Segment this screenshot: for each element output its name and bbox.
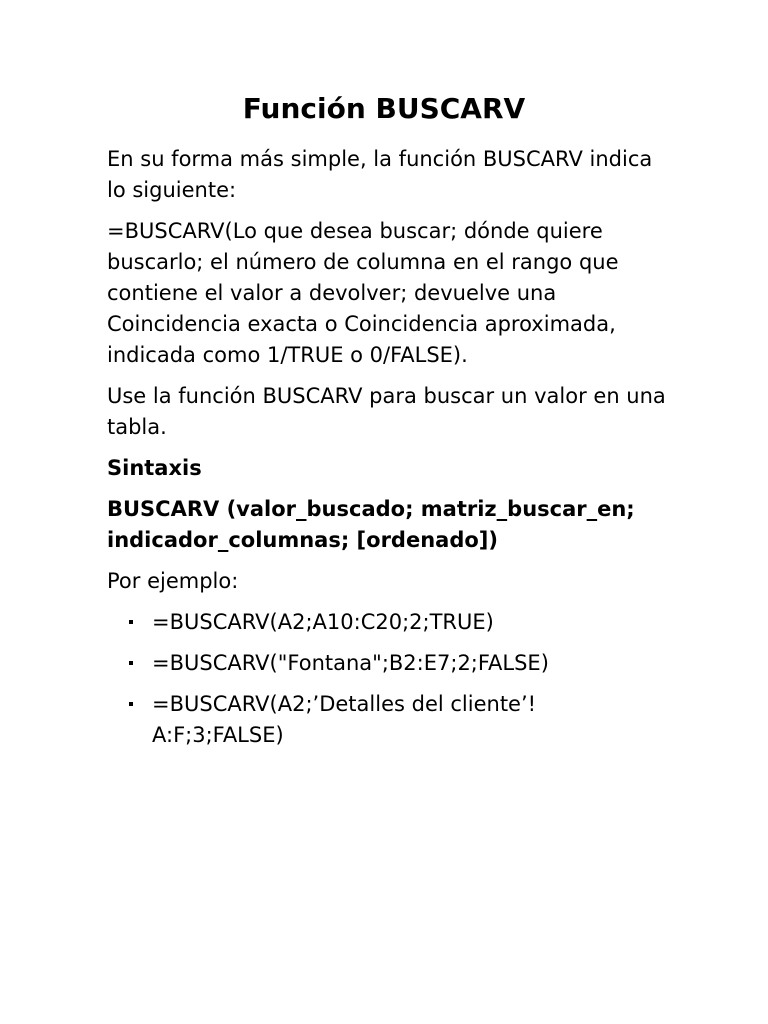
bullet-icon (129, 702, 133, 706)
examples-list (107, 607, 667, 751)
intro-paragraph: En su forma más simple, la función BUSCARV indica lo siguiente: (107, 147, 653, 202)
example-item (107, 648, 667, 679)
example-text: =BUSCARV("Fontana";B2:E7;2;FALSE) (152, 651, 549, 675)
examples-intro-paragraph: Por ejemplo: (107, 569, 239, 593)
usage-paragraph: Use la función BUSCARV para buscar un valor en una tabla. (107, 384, 666, 439)
formula-description-paragraph: =BUSCARV(Lo que desea buscar; dónde quiere buscarlo; el número de columna en el rango que contiene el valor a devolver; devuelve una Coincidencia exacta o Coincidencia aproximada, indicada como 1/TRUE o 0/FALSE). (107, 219, 619, 367)
syntax-paragraph: BUSCARV (valor_buscado; matriz_buscar_en; indicador_columnas; [ordenado]) (107, 497, 635, 552)
example-item (107, 607, 667, 638)
example-text: =BUSCARV(A2;A10:C20;2;TRUE) (152, 610, 494, 634)
page-title: Función BUSCARV (242, 92, 526, 125)
example-text: =BUSCARV(A2;’Detalles del cliente’! A:F;3;FALSE) (152, 692, 537, 747)
bullet-icon (129, 661, 133, 665)
example-item (107, 689, 667, 751)
bullet-icon (129, 620, 133, 624)
document-page (107, 88, 667, 761)
syntax-heading: Sintaxis (107, 456, 202, 480)
